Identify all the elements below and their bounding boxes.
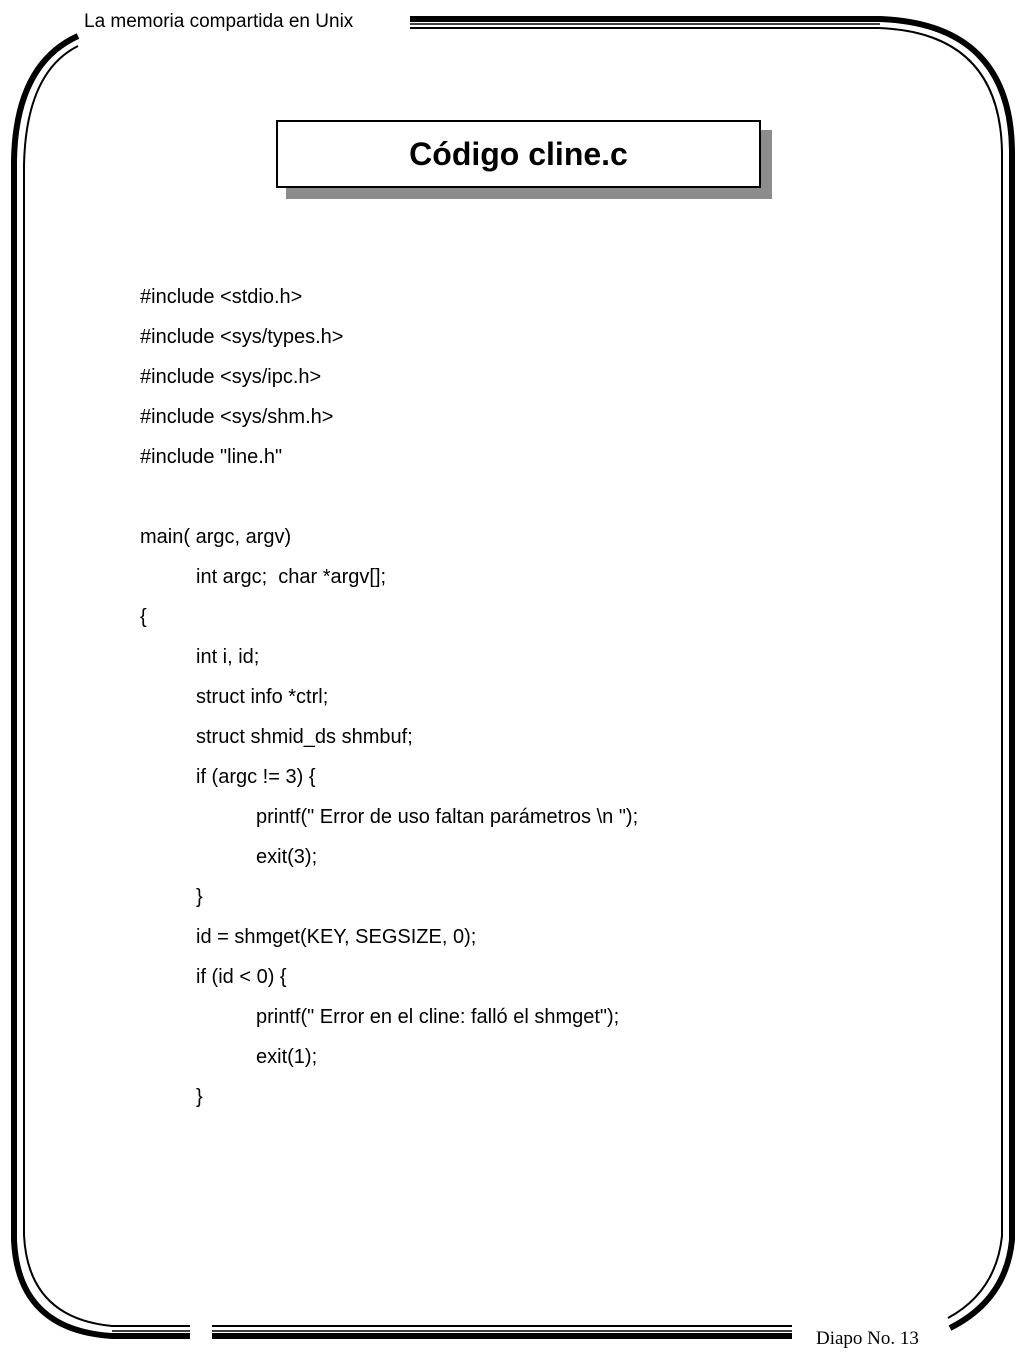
code-line: #include <sys/shm.h>: [140, 406, 334, 428]
slide-title-box: [276, 120, 761, 188]
code-line: {: [140, 606, 147, 628]
code-line: #include <sys/ipc.h>: [140, 366, 322, 388]
code-line: if (argc != 3) {: [196, 766, 316, 788]
code-line: #include <sys/types.h>: [140, 326, 344, 348]
code-line: printf(" Error de uso faltan parámetros \n ");: [256, 806, 639, 828]
code-listing: [140, 277, 638, 1117]
code-line: id = shmget(KEY, SEGSIZE, 0);: [196, 926, 477, 948]
code-line: #include <stdio.h>: [140, 286, 303, 308]
code-line: int argc; char *argv[];: [196, 566, 387, 588]
code-line: }: [196, 886, 203, 908]
code-line: [140, 477, 638, 517]
code-line: #include "line.h": [140, 446, 283, 468]
code-line: main( argc, argv): [140, 526, 292, 548]
code-line: int i, id;: [196, 646, 260, 668]
code-line: struct info *ctrl;: [196, 686, 329, 708]
code-line: struct shmid_ds shmbuf;: [196, 726, 413, 748]
header-title: La memoria compartida en Unix: [84, 11, 354, 32]
code-line: if (id < 0) {: [196, 966, 287, 988]
code-line: }: [196, 1086, 203, 1108]
code-line: exit(3);: [256, 846, 318, 868]
code-line: exit(1);: [256, 1046, 318, 1068]
code-line: printf(" Error en el cline: falló el shmget");: [256, 1006, 620, 1028]
slide-number: Diapo No. 13: [816, 1328, 919, 1349]
slide-title: Código cline.c: [409, 135, 628, 172]
